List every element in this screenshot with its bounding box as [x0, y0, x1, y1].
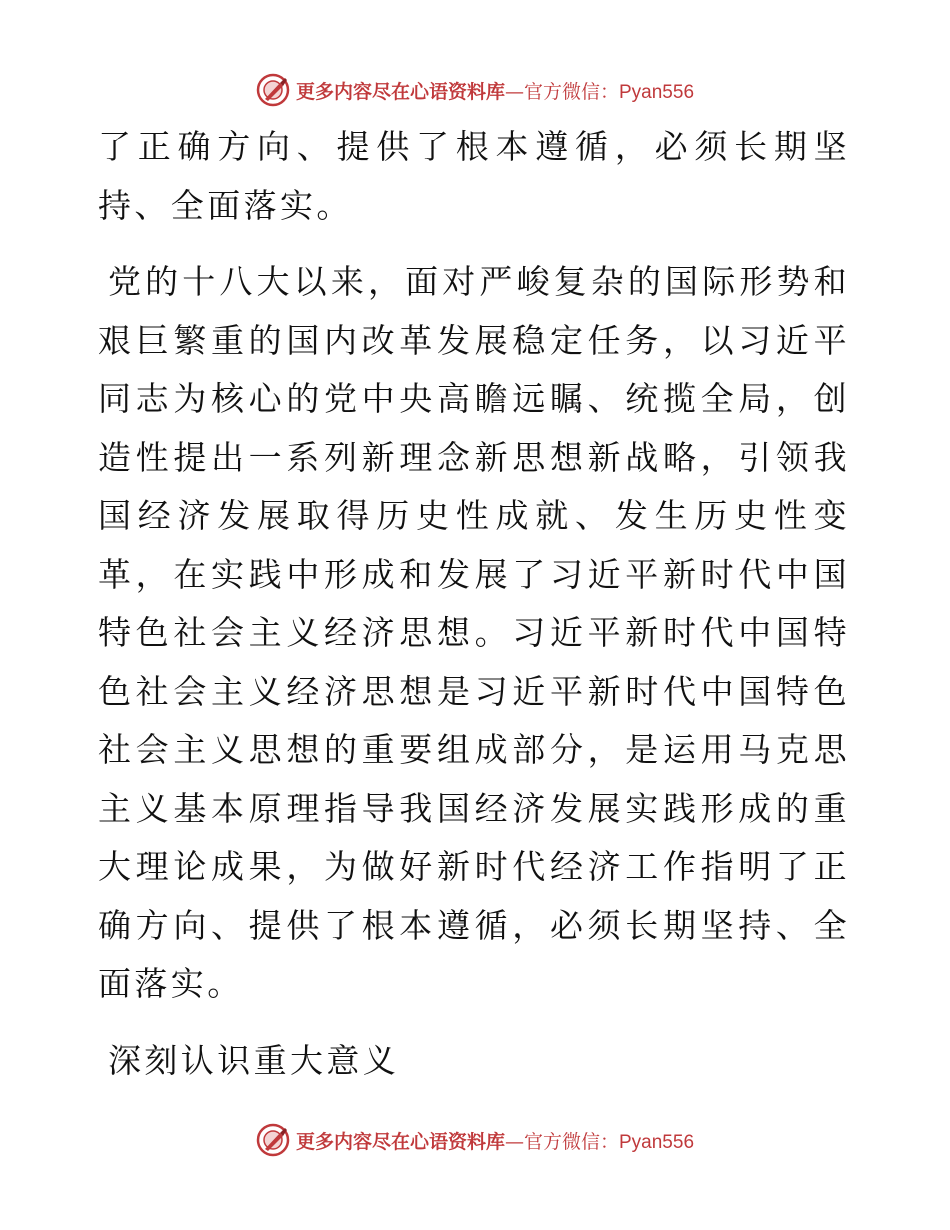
watermark-text — [296, 77, 694, 104]
watermark-label: 官方微信： — [523, 80, 619, 103]
pen-logo-icon — [256, 73, 290, 107]
watermark-main: 更多内容尽在心语资料库 — [295, 1130, 505, 1153]
watermark-id: Pyan556 — [619, 1131, 695, 1153]
page-footer-watermark — [0, 1118, 950, 1162]
paragraph-main: 党的十八大以来，面对严峻复杂的国际形势和艰巨繁重的国内改革发展稳定任务，以习近平同志为核心的党中央高瞻远瞩、统揽全局，创造性提出一系列新理念新思想新战略，引领我国经济发展取得历史性成就、发生历史性变革，在实践中形成和发展了习近平新时代中国特色社会主义经济思想。习近平新时代中国特色社会主义经济思想是习近平新时代中国特色社会主义思想的重要组成部分，是运用马克思主义基本原理指导我国经济发展实践形成的重大理论成果，为做好新时代经济工作指明了正确方向、提供了根本遵循，必须长期坚持、全面落实。 — [98, 262, 850, 1003]
watermark-label: 官方微信： — [523, 1130, 619, 1153]
pen-logo-icon — [256, 1123, 290, 1157]
watermark-text — [296, 1127, 694, 1154]
watermark-id: Pyan556 — [619, 81, 695, 103]
paragraph-continuation: 了正确方向、提供了根本遵循，必须长期坚持、全面落实。 — [98, 127, 850, 225]
section-heading: 深刻认识重大意义 — [108, 1040, 400, 1080]
document-body — [98, 118, 850, 1090]
watermark-dash: — — [504, 1130, 524, 1153]
page-header-watermark — [0, 68, 950, 112]
watermark-dash: — — [504, 80, 524, 103]
watermark-main: 更多内容尽在心语资料库 — [295, 80, 505, 103]
